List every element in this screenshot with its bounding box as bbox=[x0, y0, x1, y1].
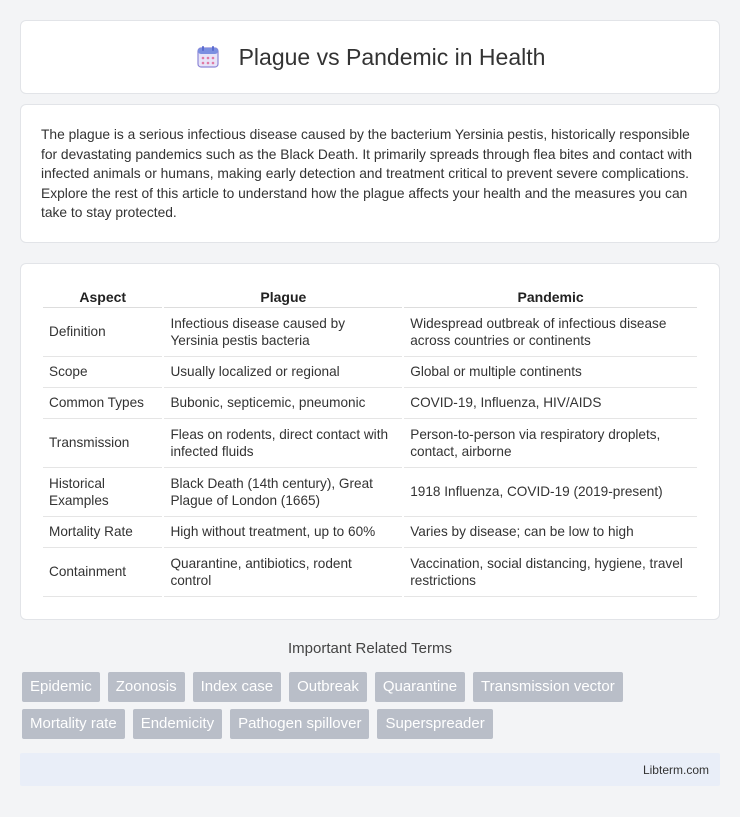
comparison-table-card bbox=[20, 263, 720, 620]
tag-transmission-vector[interactable]: Transmission vector bbox=[473, 672, 623, 702]
tag-index-case[interactable]: Index case bbox=[193, 672, 282, 702]
comparison-table bbox=[41, 284, 699, 597]
cell-plague: Usually localized or regional bbox=[164, 357, 402, 388]
intro-card bbox=[20, 104, 720, 243]
tag-pathogen-spillover[interactable]: Pathogen spillover bbox=[230, 709, 369, 739]
cell-plague: Fleas on rodents, direct contact with infected fluids bbox=[164, 419, 402, 468]
footer bbox=[20, 753, 720, 786]
header-pandemic: Pandemic bbox=[404, 284, 697, 308]
cell-pandemic: Global or multiple continents bbox=[404, 357, 697, 388]
cell-pandemic: Vaccination, social distancing, hygiene, travel restrictions bbox=[404, 548, 697, 597]
table-header-row bbox=[43, 284, 697, 308]
table-row bbox=[43, 308, 697, 357]
cell-plague: Infectious disease caused by Yersinia pestis bacteria bbox=[164, 308, 402, 357]
cell-pandemic: COVID-19, Influenza, HIV/AIDS bbox=[404, 388, 697, 419]
table-row bbox=[43, 517, 697, 548]
cell-aspect: Mortality Rate bbox=[43, 517, 162, 548]
header-aspect: Aspect bbox=[43, 284, 162, 308]
cell-aspect: Historical Examples bbox=[43, 468, 162, 517]
cell-plague: Quarantine, antibiotics, rodent control bbox=[164, 548, 402, 597]
table-row bbox=[43, 419, 697, 468]
tag-outbreak[interactable]: Outbreak bbox=[289, 672, 367, 702]
tag-zoonosis[interactable]: Zoonosis bbox=[108, 672, 185, 702]
calendar-icon bbox=[195, 44, 221, 70]
header-plague: Plague bbox=[164, 284, 402, 308]
header-card bbox=[20, 20, 720, 94]
page-title: Plague vs Pandemic in Health bbox=[238, 43, 546, 70]
intro-text: The plague is a serious infectious disease caused by the bacterium Yersinia pestis, historically responsible for devastating pandemics such as the Black Death. It primarily spreads through flea bites and contact with infected animals or humans, making early detection and treatment critical to prevent severe complications. Explore the rest of this article to understand how the plague affects your health and the measures you can take to stay protected. bbox=[41, 127, 693, 221]
cell-aspect: Definition bbox=[43, 308, 162, 357]
cell-pandemic: Varies by disease; can be low to high bbox=[404, 517, 697, 548]
tag-mortality-rate[interactable]: Mortality rate bbox=[22, 709, 125, 739]
cell-plague: High without treatment, up to 60% bbox=[164, 517, 402, 548]
table-row bbox=[43, 548, 697, 597]
cell-pandemic: 1918 Influenza, COVID-19 (2019-present) bbox=[404, 468, 697, 517]
cell-aspect: Scope bbox=[43, 357, 162, 388]
tag-superspreader[interactable]: Superspreader bbox=[377, 709, 492, 739]
tag-endemicity[interactable]: Endemicity bbox=[133, 709, 222, 739]
table-row bbox=[43, 357, 697, 388]
related-terms-list bbox=[22, 672, 722, 739]
tag-quarantine[interactable]: Quarantine bbox=[375, 672, 465, 702]
cell-plague: Bubonic, septicemic, pneumonic bbox=[164, 388, 402, 419]
cell-aspect: Common Types bbox=[43, 388, 162, 419]
tag-epidemic[interactable]: Epidemic bbox=[22, 672, 100, 702]
header bbox=[195, 44, 546, 71]
cell-pandemic: Person-to-person via respiratory droplets, contact, airborne bbox=[404, 419, 697, 468]
cell-pandemic: Widespread outbreak of infectious disease across countries or continents bbox=[404, 308, 697, 357]
table-row bbox=[43, 388, 697, 419]
footer-brand-link[interactable]: Libterm.com bbox=[642, 762, 709, 777]
table-row bbox=[43, 468, 697, 517]
cell-plague: Black Death (14th century), Great Plague of London (1665) bbox=[164, 468, 402, 517]
related-terms-title: Important Related Terms bbox=[288, 640, 452, 657]
cell-aspect: Containment bbox=[43, 548, 162, 597]
cell-aspect: Transmission bbox=[43, 419, 162, 468]
